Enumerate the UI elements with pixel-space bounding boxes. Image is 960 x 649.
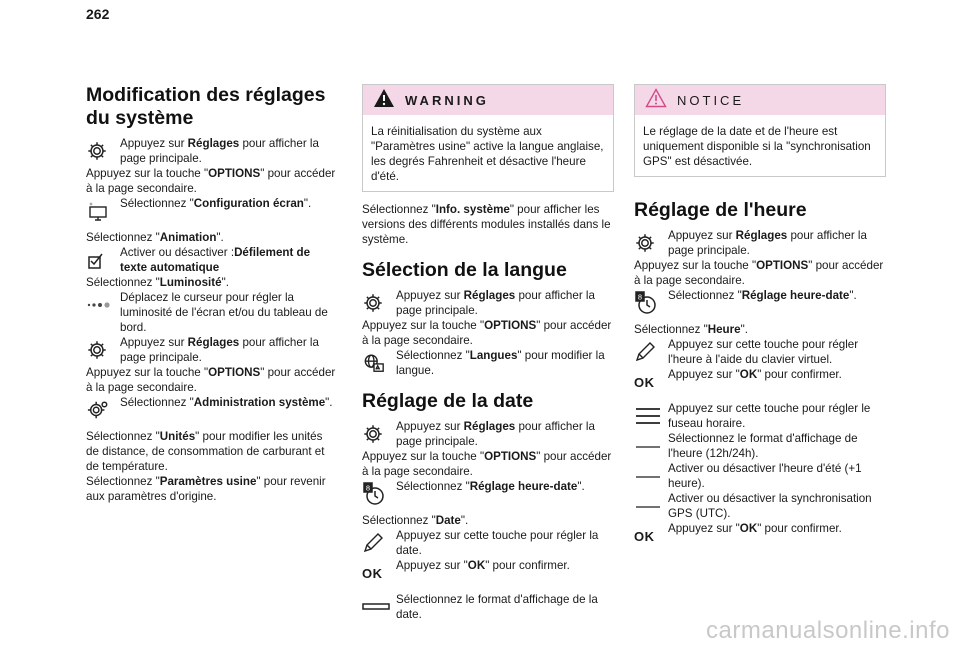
notice-triangle-icon	[645, 88, 667, 112]
step-settings-2: Appuyez sur Réglages pour afficher la page principale.	[86, 335, 338, 365]
ok-icon: OK	[634, 528, 655, 544]
warning-triangle-icon	[373, 88, 395, 112]
gear-icon	[634, 228, 668, 258]
display-settings-icon	[86, 196, 120, 226]
format-bar-icon	[362, 592, 396, 622]
text-brightness: Sélectionnez "Luminosité".	[86, 276, 229, 289]
step-display-config: Sélectionnez "Configuration écran".	[86, 196, 338, 226]
section-heading-date: Réglage de la date	[362, 390, 534, 412]
text-options-2: Appuyez sur la touche "OPTIONS" pour accéder à la page secondaire.	[86, 366, 336, 394]
section-heading-time: Réglage de l'heure	[634, 199, 807, 221]
notice-text: Le réglage de la date et de l'heure est uniquement disponible si la "synchronisation GPS" est désactivée.	[643, 125, 871, 168]
text-lang-options: Appuyez sur la touche "OPTIONS" pour accéder à la page secondaire.	[362, 319, 612, 347]
pencil-icon	[362, 528, 396, 558]
step-pencil-time: Appuyez sur cette touche pour régler l'heure à l'aide du clavier virtuel.	[634, 337, 886, 367]
step-system-admin: Sélectionnez "Administration système".	[86, 395, 338, 425]
checkbox-icon	[86, 245, 120, 275]
svg-text:8: 8	[365, 484, 371, 493]
text-options: Appuyez sur la touche "OPTIONS" pour accéder à la page secondaire.	[86, 167, 336, 195]
notice-title: NOTICE	[677, 92, 745, 108]
text-date-options: Appuyez sur la touche "OPTIONS" pour accéder à la page secondaire.	[362, 450, 612, 478]
step-auto-scroll: Activer ou désactiver :Défilement de texte automatique	[86, 245, 338, 275]
gear-icon	[86, 335, 120, 365]
step-pencil-date: Appuyez sur cette touche pour régler la date.	[362, 528, 614, 558]
step-lang-settings: Appuyez sur Réglages pour afficher la page principale.	[362, 288, 614, 318]
step-time-settings: Appuyez sur Réglages pour afficher la page principale.	[634, 228, 886, 258]
ok-icon: OK	[634, 374, 655, 390]
ok-icon: OK	[362, 565, 383, 581]
step-gps-sync: Activer ou désactiver la synchronisation GPS (UTC).	[634, 491, 886, 521]
text-select-hour: Sélectionnez "Heure".	[634, 323, 748, 336]
clock-date-icon	[362, 479, 396, 509]
clock-date-icon	[634, 288, 668, 318]
notice-box	[634, 84, 886, 177]
section-heading-system: Modification des réglages du système	[86, 84, 326, 129]
step-ok-final: OK Appuyez sur "OK" pour confirmer.	[634, 521, 886, 551]
step-daylight: Activer ou désactiver l'heure d'été (+1 heure).	[634, 461, 886, 491]
text-units: Sélectionnez "Unités" pour modifier les unités de distance, de consommation de carburant et de température.	[86, 430, 325, 473]
step-settings: Appuyez sur Réglages pour afficher la page principale.	[86, 136, 338, 166]
text-animation: Sélectionnez "Animation".	[86, 231, 224, 244]
column-system-settings	[86, 84, 338, 504]
text-select-date: Sélectionnez "Date".	[362, 514, 469, 527]
text-factory: Sélectionnez "Paramètres usine" pour revenir aux paramètres d'origine.	[86, 475, 326, 503]
toggle-line-icon	[634, 461, 668, 491]
warning-text: La réinitialisation du système aux "Paramètres usine" active la langue anglaise, les degrés Fahrenheit et désactive l'heure d'été.	[371, 125, 604, 183]
column-language-date	[362, 84, 614, 622]
gear-cog-admin-icon	[86, 395, 120, 425]
step-ok-time: OK Appuyez sur "OK" pour confirmer.	[634, 367, 886, 397]
menu-lines-icon	[634, 401, 668, 431]
toggle-line-icon	[634, 431, 668, 461]
language-globe-icon	[362, 348, 396, 378]
step-date-settings: Appuyez sur Réglages pour afficher la page principale.	[362, 419, 614, 449]
gear-icon	[362, 419, 396, 449]
step-ok-date: OK Appuyez sur "OK" pour confirmer.	[362, 558, 614, 588]
step-time-date-setting: 8 Sélectionnez "Réglage heure-date".	[634, 288, 886, 318]
text-time-options: Appuyez sur la touche "OPTIONS" pour accéder à la page secondaire.	[634, 259, 884, 287]
pencil-icon	[634, 337, 668, 367]
step-time-format: Sélectionnez le format d'affichage de l'heure (12h/24h).	[634, 431, 886, 461]
gear-icon	[362, 288, 396, 318]
svg-text:8: 8	[637, 293, 643, 302]
step-timezone: Appuyez sur cette touche pour régler le fuseau horaire.	[634, 401, 886, 431]
watermark: carmanualsonline.info	[706, 617, 950, 644]
step-languages: Sélectionnez "Langues" pour modifier la langue.	[362, 348, 614, 378]
text-system-info: Sélectionnez "Info. système" pour afficher les versions des différents modules installés dans le système.	[362, 203, 611, 246]
brightness-slider-icon	[86, 290, 120, 320]
step-date-time-setting: 8 Sélectionnez "Réglage heure-date".	[362, 479, 614, 509]
page-number: 262	[86, 6, 110, 22]
step-brightness-slider: Déplacez le curseur pour régler la luminosité de l'écran et/ou du tableau de bord.	[86, 290, 338, 335]
gear-icon	[86, 136, 120, 166]
section-heading-language: Sélection de la langue	[362, 259, 567, 281]
toggle-line-icon	[634, 491, 668, 521]
column-time	[634, 84, 886, 551]
warning-box	[362, 84, 614, 192]
warning-title: WARNING	[405, 92, 489, 108]
step-date-format: Sélectionnez le format d'affichage de la date.	[362, 592, 614, 622]
